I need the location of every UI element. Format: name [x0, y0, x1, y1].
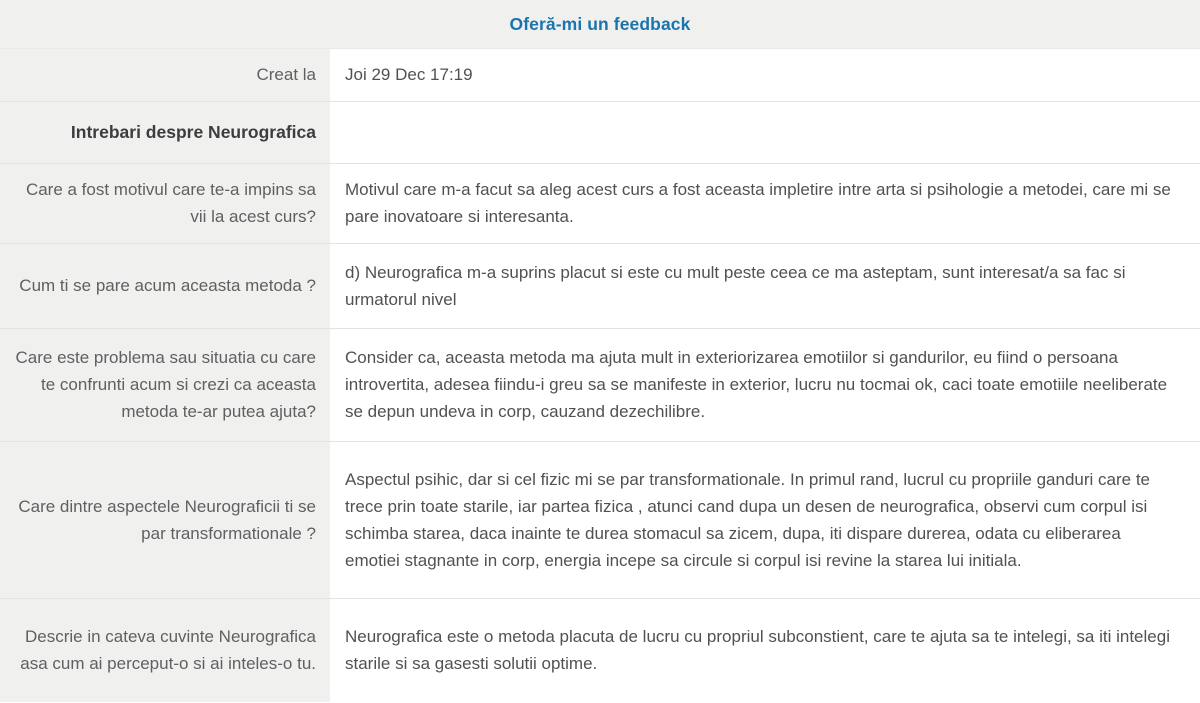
answer-text: Neurografica este o metoda placuta de lucru cu propriul subconstient, care te ajuta sa te intelegi, sa iti intelegi starile si sa gasesti solutii optime. — [330, 598, 1200, 702]
question-label: Descrie in cateva cuvinte Neurografica asa cum ai perceput-o si ai inteles-o tu. — [0, 598, 330, 702]
question-label: Cum ti se pare acum aceasta metoda ? — [0, 243, 330, 328]
answer-text: Aspectul psihic, dar si cel fizic mi se par transformationale. In primul rand, lucrul cu propriile ganduri care te trece prin toate starile, iar partea fizica , atunci cand dupa un desen de neurografica, observi cum corpul isi schimba starea, daca inainte te durea stomacul sa zicem, dupa, iti dispare durerea, odata cu eliberarea emotiei stagnante in corp, energia incepe sa circule si corpul isi revine la starea lui initiala. — [330, 441, 1200, 598]
field-row-question-1 — [0, 163, 1200, 243]
feedback-fields-table — [0, 49, 1200, 702]
question-label: Care a fost motivul care te-a impins sa vii la acest curs? — [0, 163, 330, 243]
question-label: Care este problema sau situatia cu care te confrunti acum si crezi ca aceasta metoda te-ar putea ajuta? — [0, 328, 330, 441]
page-title: Oferă-mi un feedback — [0, 0, 1200, 49]
answer-text: Motivul care m-a facut sa aleg acest curs a fost aceasta impletire intre arta si psihologie a metodei, care mi se pare inovatoare si interesanta. — [330, 163, 1200, 243]
field-row-question-5 — [0, 598, 1200, 702]
field-row-created-at — [0, 49, 1200, 101]
field-value: Joi 29 Dec 17:19 — [330, 49, 1200, 101]
answer-text: d) Neurografica m-a suprins placut si este cu mult peste ceea ce ma asteptam, sunt interesat/a sa fac si urmatorul nivel — [330, 243, 1200, 328]
section-header-label: Intrebari despre Neurografica — [0, 101, 330, 163]
field-row-question-2 — [0, 243, 1200, 328]
section-header-value — [330, 101, 1200, 163]
question-label: Care dintre aspectele Neurograficii ti se par transformationale ? — [0, 441, 330, 598]
field-row-question-4 — [0, 441, 1200, 598]
section-header-row — [0, 101, 1200, 163]
field-row-question-3 — [0, 328, 1200, 441]
field-label: Creat la — [0, 49, 330, 101]
answer-text: Consider ca, aceasta metoda ma ajuta mult in exteriorizarea emotiilor si gandurilor, eu fiind o persoana introvertita, adesea fiindu-i greu sa se manifeste in exterior, lucru nu tocmai ok, caci toate emotiile neeliberate se depun undeva in corp, cauzand dezechilibre. — [330, 328, 1200, 441]
